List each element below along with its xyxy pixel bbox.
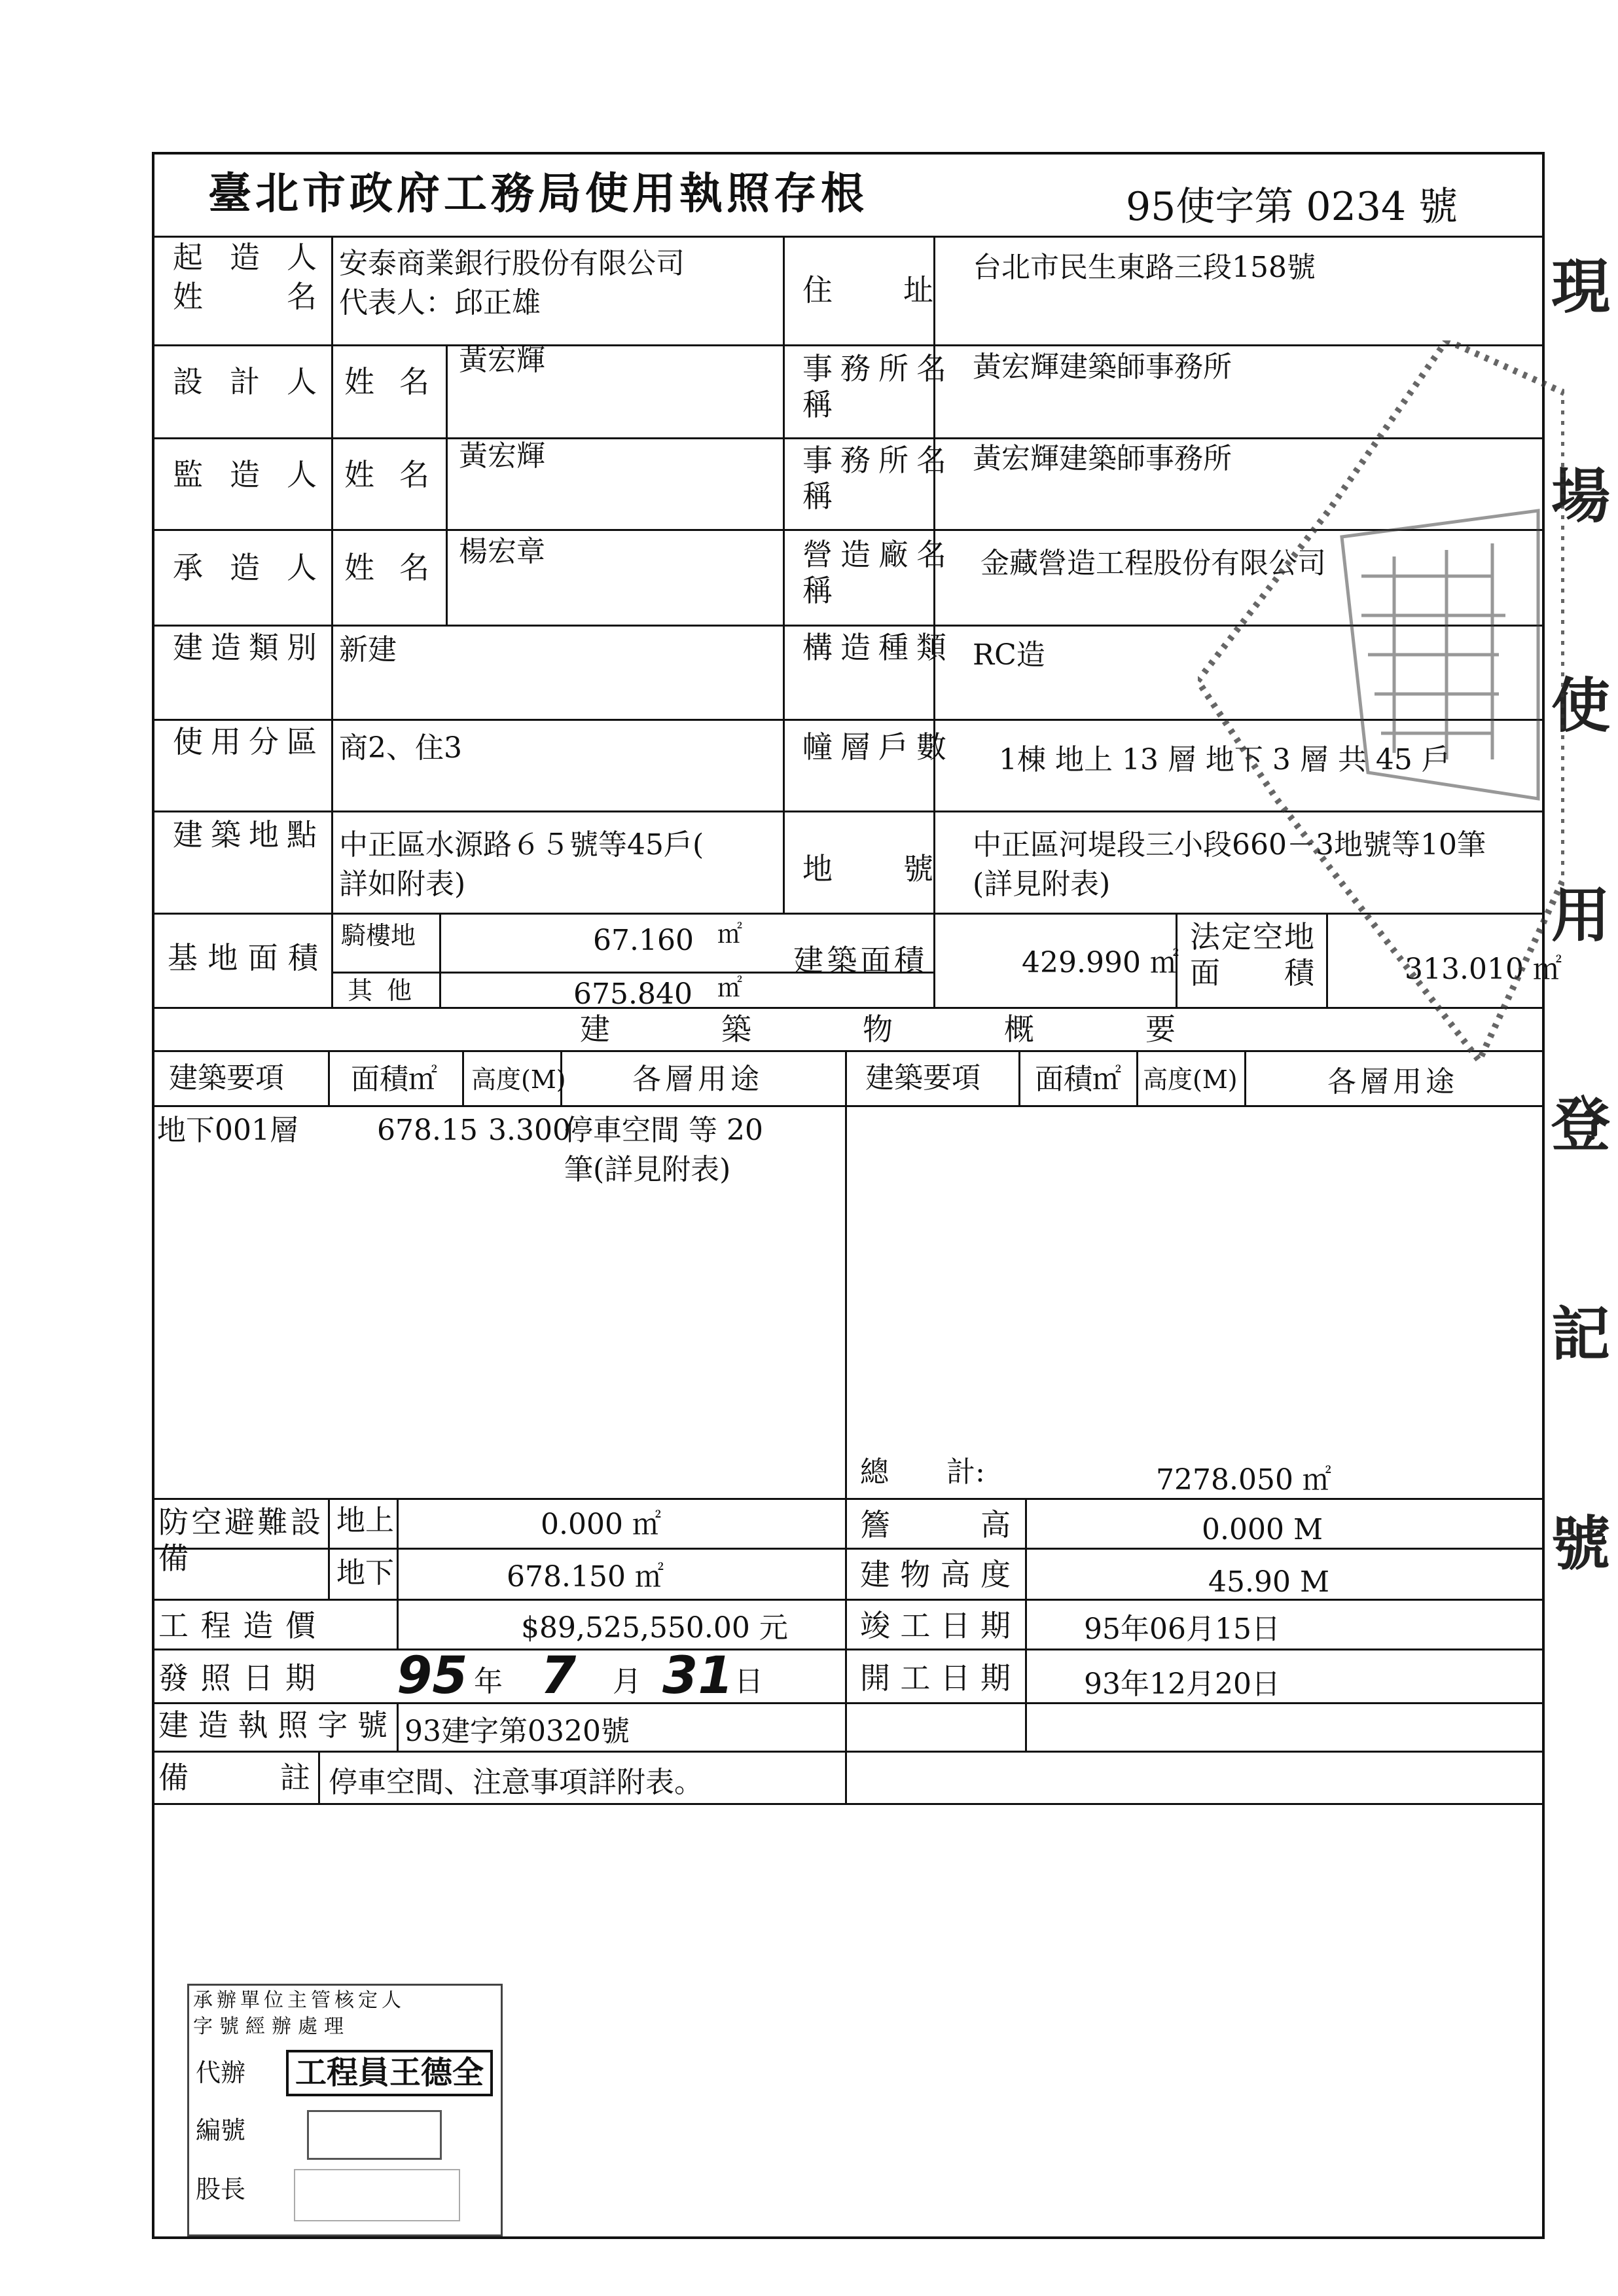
supervisor-office: 黃宏輝建築師事務所 [973, 442, 1232, 475]
site-area-label: 基地面積 [168, 940, 318, 975]
location-label: 建築地點 [173, 817, 317, 852]
eave-height-label: 簷高 [860, 1507, 1011, 1542]
shelter-above-label: 地上 [336, 1504, 394, 1537]
contractor-office-label: 營造廠名稱 [802, 537, 946, 609]
designer-office: 黃宏輝建築師事務所 [973, 350, 1232, 384]
issue-day-unit: 日 [734, 1665, 763, 1698]
contractor-name-label: 姓名 [344, 550, 429, 585]
building-height-label: 建物高度 [860, 1557, 1011, 1592]
use-zone-value: 商2、住3 [339, 731, 462, 765]
construction-type-label: 建造類別 [173, 630, 317, 665]
remarks-value: 停車空間、注意事項詳附表。 [329, 1766, 703, 1799]
issue-year: 95 [397, 1647, 468, 1705]
shelter-below-value: 678.150 ㎡ [507, 1560, 664, 1594]
supervisor-name-label: 姓名 [344, 457, 429, 492]
lot-line2: (詳見附表) [973, 867, 1111, 901]
stamp-row1: 承辦單位主管核定人 [193, 1989, 405, 2012]
issue-month-unit: 月 [613, 1665, 641, 1698]
col-use-left: 各層用途 [632, 1063, 763, 1096]
designer-office-label: 事務所名稱 [802, 351, 946, 423]
side-seal-text: 現場使用登記號 [1541, 255, 1610, 1722]
issue-month: 7 [541, 1647, 577, 1705]
row-use-line1: 停車空間 等 20 [564, 1114, 763, 1147]
cost-value: $89,525,550.00 元 [521, 1611, 788, 1645]
stamp-row2: 字號經辦處理 [193, 2015, 350, 2038]
supervisor-name: 黃宏輝 [459, 439, 545, 473]
other-label: 其他 [348, 976, 427, 1005]
chief-stamp-box [294, 2169, 460, 2221]
structure-type-label: 構造種類 [802, 630, 946, 665]
building-height-value: 45.90 M [1208, 1565, 1330, 1599]
address-label: 住址 [802, 272, 933, 308]
office-stamp [187, 1984, 503, 2236]
engineer-name: 工程員王德全 [295, 2054, 484, 2091]
arcade-label: 騎樓地 [341, 921, 416, 950]
official-seal-impression [1198, 340, 1564, 1126]
start-date-label: 開工日期 [860, 1660, 1011, 1696]
contractor-name: 楊宏章 [459, 535, 545, 568]
supervisor-office-label: 事務所名稱 [802, 443, 946, 515]
issue-day: 31 [662, 1647, 734, 1705]
page-title: 臺北市政府工務局使用執照存根 [208, 168, 868, 219]
start-date-value: 93年12月20日 [1084, 1667, 1280, 1701]
building-area-value: 429.990 ㎡ [1022, 946, 1179, 979]
permit-no-value: 93建字第0320號 [404, 1715, 630, 1748]
cost-label: 工程造價 [158, 1608, 315, 1643]
row-area: 678.15 [377, 1114, 478, 1147]
engineer-stamp [286, 2050, 493, 2096]
construction-type-value: 新建 [339, 633, 397, 666]
permit-no-label: 建造執照字號 [158, 1707, 387, 1743]
completion-date-label: 竣工日期 [860, 1608, 1011, 1643]
location-line2: 詳如附表) [339, 867, 466, 901]
permit-number: 95使字第 0234 號 [1126, 184, 1458, 230]
col-height-left: 高度(M) [471, 1065, 566, 1094]
stamp-row4-label: 編號 [196, 2116, 246, 2145]
shelter-label: 防空避難設備 [158, 1504, 321, 1576]
use-zone-label: 使用分區 [173, 724, 317, 759]
col-height-right: 高度(M) [1143, 1065, 1238, 1094]
buildings-value: 1棟 地上 13 層 地下 3 層 共 45 戶 [999, 743, 1450, 776]
buildings-label: 幢層戶數 [802, 729, 946, 765]
other-value: 675.840 [573, 977, 692, 1011]
structure-type-value: RC造 [973, 638, 1045, 672]
row-item: 地下001層 [157, 1114, 298, 1147]
arcade-value: 67.160 [593, 924, 694, 957]
col-area-left: 面積㎡ [351, 1063, 437, 1096]
total-label: 總 計: [860, 1455, 985, 1489]
lot-line1: 中正區河堤段三小段660－3地號等10筆 [973, 828, 1486, 862]
eave-height-value: 0.000 M [1202, 1513, 1323, 1546]
stamp-row3-label: 代辦 [196, 2058, 246, 2087]
col-item-left: 建築要項 [169, 1061, 284, 1095]
designer-name-label: 姓名 [344, 364, 429, 399]
issue-date-label: 發照日期 [158, 1660, 315, 1696]
completion-date-value: 95年06月15日 [1084, 1613, 1280, 1646]
owner-label-top: 起造人 [173, 240, 317, 275]
shelter-above-value: 0.000 ㎡ [541, 1508, 661, 1541]
stamp-row5-label: 股長 [196, 2175, 246, 2204]
owner-label-bottom: 姓名 [173, 279, 317, 314]
owner-company: 安泰商業銀行股份有限公司 [339, 247, 685, 280]
shelter-below-label: 地下 [336, 1556, 394, 1590]
col-item-right: 建築要項 [865, 1061, 980, 1095]
contractor-office: 金藏營造工程股份有限公司 [980, 547, 1326, 580]
number-stamp-box [307, 2110, 442, 2160]
open-space-value: 313.010 ㎡ [1405, 953, 1562, 986]
summary-heading: 建築物概要 [580, 1011, 1287, 1047]
location-line1: 中正區水源路６５號等45戶( [339, 828, 704, 862]
other-unit: ㎡ [717, 974, 743, 1002]
col-area-right: 面積㎡ [1035, 1063, 1121, 1096]
col-use-right: 各層用途 [1327, 1065, 1458, 1099]
designer-label: 設計人 [173, 364, 317, 399]
remarks-label: 備註 [158, 1760, 310, 1795]
building-area-label: 建築面積 [793, 943, 924, 978]
owner-representative: 代表人：邱正雄 [339, 286, 541, 319]
lot-label: 地號 [802, 851, 933, 886]
issue-year-unit: 年 [474, 1665, 503, 1698]
supervisor-label: 監造人 [173, 457, 317, 492]
designer-name: 黃宏輝 [459, 344, 545, 377]
open-space-label: 法定空地面積 [1190, 919, 1314, 991]
address-value: 台北市民生東路三段158號 [973, 251, 1316, 284]
arcade-unit: ㎡ [717, 920, 743, 949]
row-use-line2: 筆(詳見附表) [564, 1153, 731, 1186]
total-value: 7278.050 ㎡ [1156, 1463, 1331, 1497]
contractor-label: 承造人 [173, 550, 317, 585]
row-height: 3.300 [488, 1114, 571, 1147]
